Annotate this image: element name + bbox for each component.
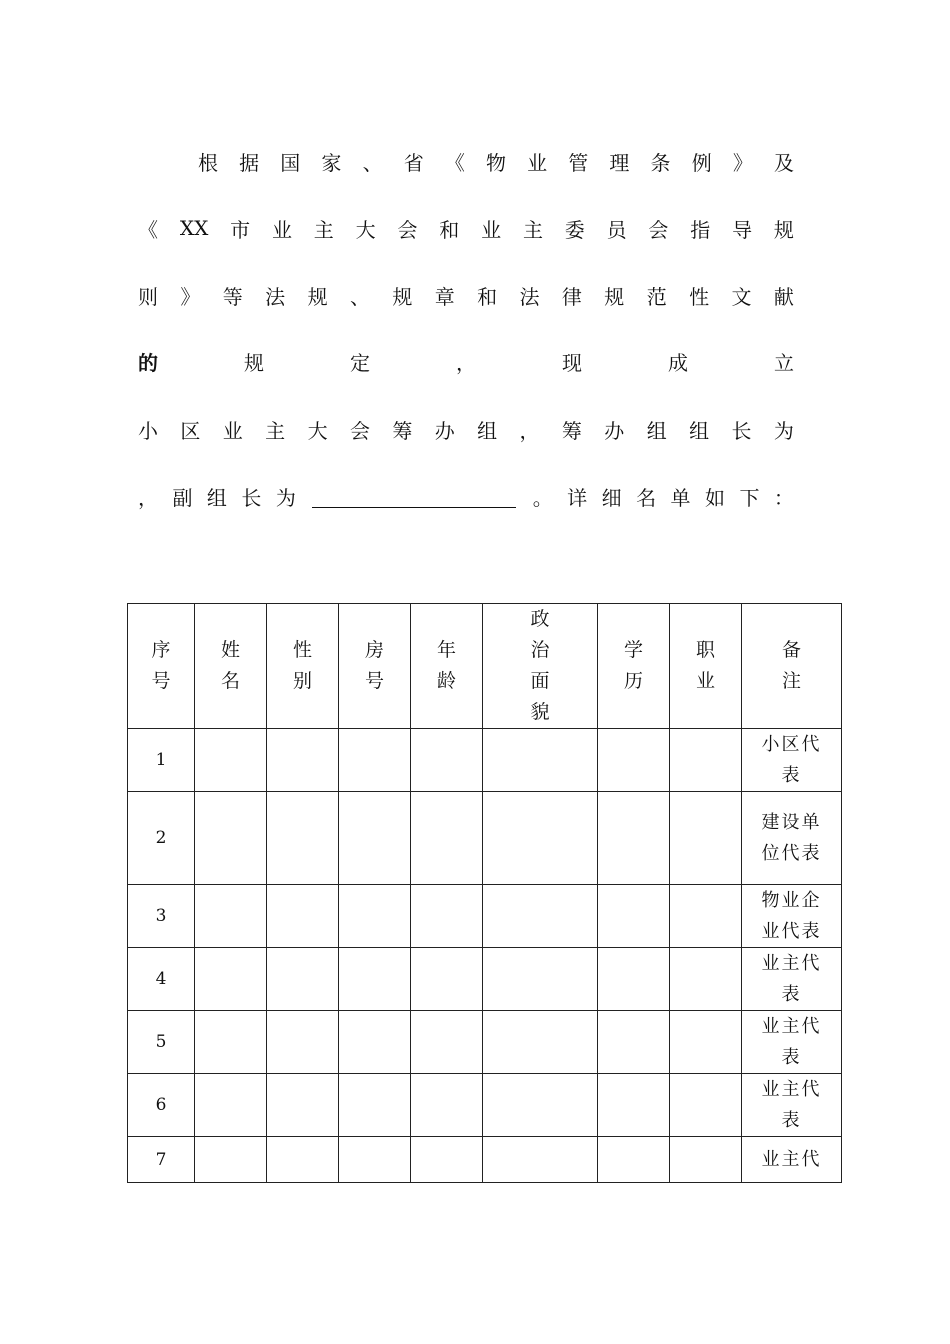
paragraph-char: 和 <box>477 284 498 309</box>
paragraph-char: ， <box>138 485 158 510</box>
empty-cell[interactable] <box>339 1011 411 1074</box>
empty-cell[interactable] <box>411 729 483 792</box>
empty-cell[interactable] <box>411 948 483 1011</box>
paragraph-char: 单 <box>670 485 691 510</box>
column-header-label: 政治面貌 <box>530 608 550 723</box>
paragraph-char: 成 <box>668 350 688 375</box>
empty-cell[interactable] <box>483 1011 598 1074</box>
paragraph-char: 区 <box>180 418 201 443</box>
empty-cell[interactable] <box>483 948 598 1011</box>
empty-cell[interactable] <box>483 1074 598 1137</box>
table-row <box>128 729 842 792</box>
paragraph-char: 定 <box>350 350 370 375</box>
paragraph-char: 》 <box>180 284 201 309</box>
empty-cell[interactable] <box>411 792 483 885</box>
table-header-row <box>128 604 842 729</box>
paragraph-char: 的 <box>138 350 158 375</box>
column-header-label: 职业 <box>695 639 715 692</box>
column-header <box>128 604 195 729</box>
empty-cell[interactable] <box>339 729 411 792</box>
paragraph-char: 管 <box>568 150 589 175</box>
empty-cell[interactable] <box>339 948 411 1011</box>
paragraph-char: 员 <box>606 217 627 242</box>
row-index: 2 <box>128 792 195 885</box>
paragraph-char: 业 <box>481 217 502 242</box>
paragraph-char: 指 <box>690 217 711 242</box>
empty-cell[interactable] <box>411 1011 483 1074</box>
paragraph-char: 物 <box>485 150 506 175</box>
empty-cell[interactable] <box>598 885 670 948</box>
column-header-label: 年龄 <box>436 639 456 692</box>
paragraph-char: 会 <box>648 217 669 242</box>
paragraph-char: 、 <box>362 150 383 175</box>
empty-cell[interactable] <box>670 1074 742 1137</box>
empty-cell[interactable] <box>195 1137 267 1183</box>
paragraph-char: 家 <box>321 150 342 175</box>
paragraph-char: 细 <box>601 485 622 510</box>
empty-cell[interactable] <box>598 1074 670 1137</box>
empty-cell[interactable] <box>483 792 598 885</box>
paragraph-line-4 <box>138 346 794 376</box>
paragraph-char: 组 <box>206 485 227 510</box>
table-row <box>128 885 842 948</box>
column-header-label: 学历 <box>623 639 643 692</box>
paragraph-char: 献 <box>773 284 794 309</box>
paragraph-char: 、 <box>349 284 370 309</box>
paragraph-char: 主 <box>313 217 334 242</box>
paragraph-char: 立 <box>774 350 794 375</box>
row-note-text: 建设单位代表 <box>761 812 822 864</box>
empty-cell[interactable] <box>339 792 411 885</box>
row-note <box>742 1074 842 1137</box>
paragraph-char: 《 <box>444 150 465 175</box>
empty-cell[interactable] <box>267 1011 339 1074</box>
paragraph-char: 性 <box>689 284 710 309</box>
paragraph-char: 组 <box>689 418 710 443</box>
empty-cell[interactable] <box>483 885 598 948</box>
paragraph-char: 律 <box>561 284 582 309</box>
paragraph-char: 业 <box>527 150 548 175</box>
row-note-text: 小区代表 <box>761 734 822 786</box>
empty-cell[interactable] <box>339 885 411 948</box>
deputy-leader-blank[interactable] <box>312 485 516 508</box>
paragraph-char: 主 <box>265 418 286 443</box>
paragraph-char: 例 <box>691 150 712 175</box>
paragraph-char: 为 <box>275 485 296 510</box>
paragraph-char: 国 <box>280 150 301 175</box>
paragraph-char: 长 <box>731 418 752 443</box>
paragraph-char: 如 <box>704 485 725 510</box>
paragraph-char: 规 <box>604 284 625 309</box>
paragraph-char: 。 <box>532 485 553 510</box>
empty-cell[interactable] <box>598 1137 670 1183</box>
table-row <box>128 1074 842 1137</box>
row-note <box>742 1011 842 1074</box>
empty-cell[interactable] <box>195 885 267 948</box>
paragraph-char: 等 <box>222 284 243 309</box>
paragraph-char: 规 <box>307 284 328 309</box>
row-note-text: 业主代表 <box>761 953 822 1005</box>
empty-cell[interactable] <box>598 792 670 885</box>
empty-cell[interactable] <box>670 792 742 885</box>
column-header <box>670 604 742 729</box>
paragraph-line-1 <box>198 146 794 176</box>
column-header-label: 姓名 <box>220 639 240 692</box>
paragraph-char: 导 <box>732 217 753 242</box>
paragraph-char: 规 <box>244 350 264 375</box>
table-row <box>128 792 842 885</box>
paragraph-char: 副 <box>172 485 193 510</box>
row-note-text: 业主代表 <box>761 1079 822 1131</box>
row-note <box>742 1137 842 1183</box>
paragraph-char: 业 <box>271 217 292 242</box>
empty-cell[interactable] <box>670 885 742 948</box>
paragraph-char: 为 <box>773 418 794 443</box>
paragraph-char: 现 <box>562 350 582 375</box>
paragraph-char: 规 <box>773 217 794 242</box>
empty-cell[interactable] <box>339 1137 411 1183</box>
empty-cell[interactable] <box>195 792 267 885</box>
empty-cell[interactable] <box>483 1137 598 1183</box>
column-header <box>483 604 598 729</box>
table-row <box>128 948 842 1011</box>
paragraph-char: 规 <box>392 284 413 309</box>
empty-cell[interactable] <box>598 729 670 792</box>
row-index: 5 <box>128 1011 195 1074</box>
empty-cell[interactable] <box>670 948 742 1011</box>
empty-cell[interactable] <box>267 729 339 792</box>
empty-cell[interactable] <box>670 1011 742 1074</box>
row-note-text: 业主代表 <box>761 1016 822 1068</box>
paragraph-char: 及 <box>773 150 794 175</box>
column-header <box>195 604 267 729</box>
table-row <box>128 1011 842 1074</box>
column-header-label: 备注 <box>781 639 801 692</box>
paragraph-char: 条 <box>650 150 671 175</box>
paragraph-char: ， <box>456 350 476 375</box>
paragraph-char: 下 <box>739 485 760 510</box>
paragraph-char: 和 <box>439 217 460 242</box>
paragraph-char: XX <box>179 216 209 240</box>
table-row <box>128 1137 842 1183</box>
paragraph-char: 法 <box>265 284 286 309</box>
paragraph-char: 范 <box>646 284 667 309</box>
empty-cell[interactable] <box>670 1137 742 1183</box>
empty-cell[interactable] <box>483 729 598 792</box>
row-index: 6 <box>128 1074 195 1137</box>
empty-cell[interactable] <box>267 1074 339 1137</box>
paragraph-line-6 <box>138 481 794 511</box>
paragraph-char: 长 <box>241 485 262 510</box>
paragraph-char: 小 <box>138 418 158 443</box>
paragraph-char: ： <box>773 485 794 510</box>
row-note-text: 业主代 <box>761 1149 822 1170</box>
empty-cell[interactable] <box>411 1074 483 1137</box>
empty-cell[interactable] <box>195 1074 267 1137</box>
empty-cell[interactable] <box>195 729 267 792</box>
row-index: 7 <box>128 1137 195 1183</box>
paragraph-char: 委 <box>564 217 585 242</box>
empty-cell[interactable] <box>670 729 742 792</box>
row-note <box>742 792 842 885</box>
paragraph-char: 省 <box>403 150 424 175</box>
empty-cell[interactable] <box>267 1137 339 1183</box>
paragraph-line-5 <box>138 414 794 444</box>
column-header-label: 房号 <box>364 639 384 692</box>
paragraph-char: 根 <box>198 150 218 175</box>
row-note <box>742 948 842 1011</box>
paragraph-char: 则 <box>138 284 158 309</box>
paragraph-char: ， <box>519 418 540 443</box>
empty-cell[interactable] <box>267 885 339 948</box>
paragraph-char: 据 <box>239 150 260 175</box>
column-header <box>339 604 411 729</box>
empty-cell[interactable] <box>195 948 267 1011</box>
row-index: 4 <box>128 948 195 1011</box>
paragraph-char: 》 <box>732 150 753 175</box>
paragraph-char: 大 <box>307 418 328 443</box>
column-header <box>267 604 339 729</box>
row-note-text: 物业企业代表 <box>761 890 822 942</box>
roster-table <box>127 603 842 1183</box>
paragraph-char: 会 <box>397 217 418 242</box>
paragraph-char: 名 <box>636 485 657 510</box>
paragraph-char: 法 <box>519 284 540 309</box>
paragraph-char: 办 <box>434 418 455 443</box>
row-note <box>742 729 842 792</box>
paragraph-char: 大 <box>355 217 376 242</box>
paragraph-char: 办 <box>604 418 625 443</box>
row-index: 1 <box>128 729 195 792</box>
paragraph-char: 文 <box>731 284 752 309</box>
paragraph-char: 筹 <box>561 418 582 443</box>
paragraph-char: 市 <box>230 217 251 242</box>
empty-cell[interactable] <box>411 885 483 948</box>
row-index: 3 <box>128 885 195 948</box>
column-header-label: 性别 <box>292 639 312 692</box>
paragraph-char: 主 <box>522 217 543 242</box>
paragraph-char: 章 <box>434 284 455 309</box>
column-header <box>598 604 670 729</box>
row-note <box>742 885 842 948</box>
paragraph-char: 筹 <box>392 418 413 443</box>
paragraph-char: 组 <box>477 418 498 443</box>
paragraph-line-2 <box>138 213 794 243</box>
paragraph-line-3 <box>138 280 794 310</box>
paragraph-char: 业 <box>222 418 243 443</box>
column-header <box>742 604 842 729</box>
empty-cell[interactable] <box>598 1011 670 1074</box>
paragraph-char: 会 <box>349 418 370 443</box>
empty-cell[interactable] <box>411 1137 483 1183</box>
column-header-label: 序号 <box>151 639 171 692</box>
empty-cell[interactable] <box>339 1074 411 1137</box>
empty-cell[interactable] <box>598 948 670 1011</box>
paragraph-char: 组 <box>646 418 667 443</box>
empty-cell[interactable] <box>267 792 339 885</box>
column-header <box>411 604 483 729</box>
empty-cell[interactable] <box>267 948 339 1011</box>
paragraph-char: 《 <box>138 217 158 242</box>
paragraph-char: 详 <box>567 485 588 510</box>
empty-cell[interactable] <box>195 1011 267 1074</box>
paragraph-char: 理 <box>609 150 630 175</box>
